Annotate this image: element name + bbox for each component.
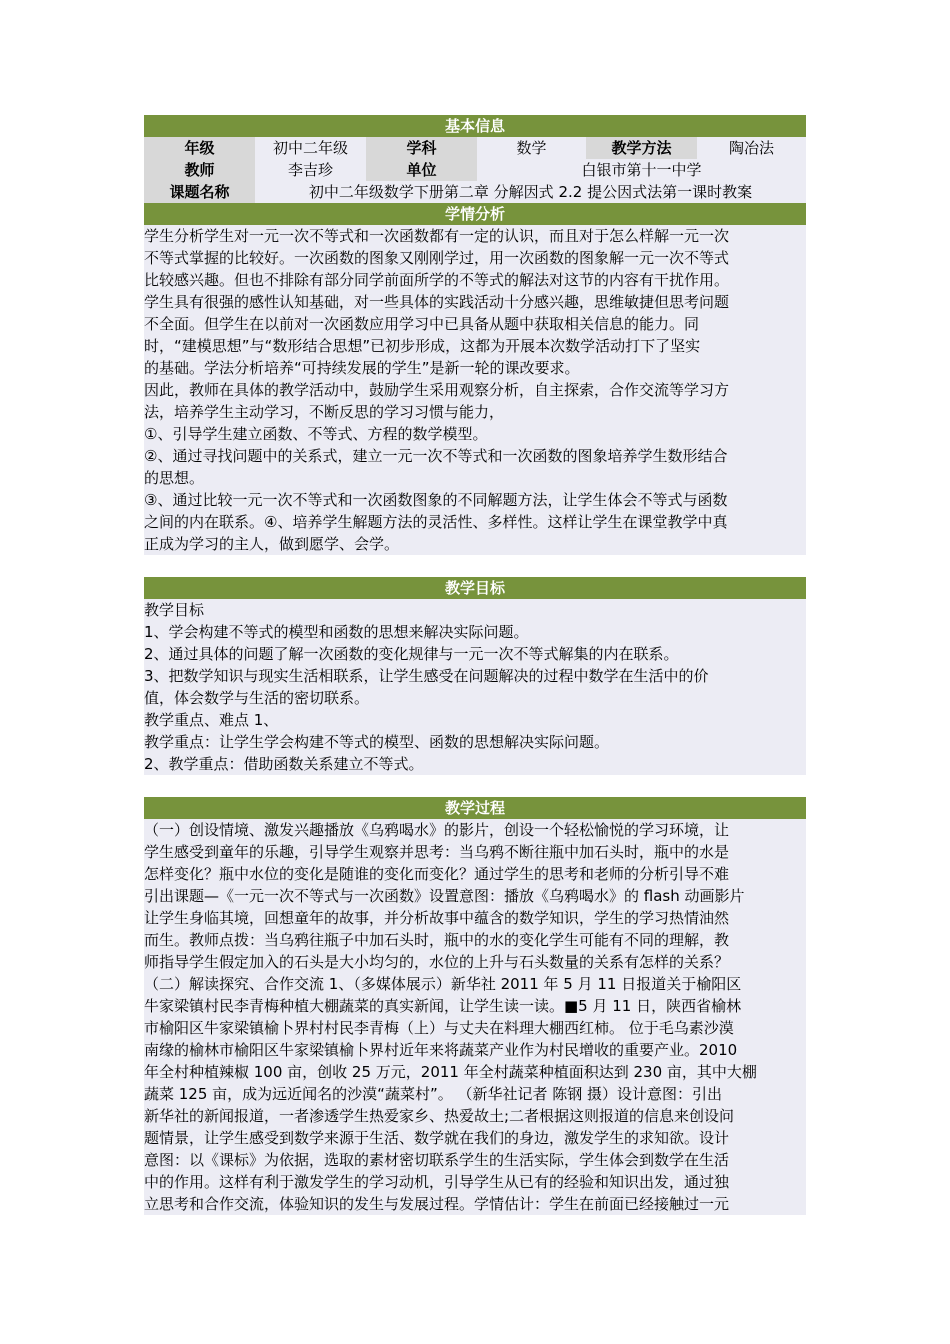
text-line: 3、把数学知识与现实生活相联系，让学生感受在问题解决的过程中数学在生活中的价 [144,667,709,685]
text-line: ②、通过寻找问题中的关系式，建立一元一次不等式和一次函数的图象培养学生数形结合 [144,447,728,465]
text-line: 不全面。但学生在以前对一次函数应用学习中已具备从题中获取相关信息的能力。同 [144,315,700,333]
text-line: 年全村种植辣椒 100 亩，创收 25 万元，2011 年全村蔬菜种植面积达到 230 亩，其中大棚 [144,1063,757,1081]
text-line: 的思想。 [144,469,205,487]
unit-label: 单位 [366,159,477,181]
text-line: 的基础。学法分析培养“可持续发展的学生”是新一轮的课改要求。 [144,359,580,377]
text-line: 师指导学生假定加入的石头是大小均匀的，水位的上升与石头数量的关系有怎样的关系？ [144,953,730,971]
objectives-header: 教学目标 [144,577,806,599]
text-line: 比较感兴趣。但也不排除有部分同学前面所学的不等式的解法对这节的内容有干扰作用。 [144,271,730,289]
text-line: 教学目标 [144,601,205,619]
text-line: 而生。教师点拨：当乌鸦往瓶子中加石头时，瓶中的水的变化学生可能有不同的理解，教 [144,931,730,949]
text-line: 学生感受到童年的乐趣，引导学生观察并思考：当乌鸦不断往瓶中加石头时，瓶中的水是 [144,843,730,861]
text-line: 题情景，让学生感受到数学来源于生活、数学就在我们的身边，激发学生的求知欲。设计 [144,1129,730,1147]
grade-value: 初中二年级 [255,137,366,159]
text-line: 因此，教师在具体的教学活动中，鼓励学生采用观察分析，自主探索，合作交流等学习方 [144,381,730,399]
grade-label: 年级 [144,137,255,159]
analysis-header: 学情分析 [144,203,806,225]
method-label: 教学方法 [586,137,697,159]
subject-value: 数学 [477,137,586,159]
process-body [144,819,806,1215]
teacher-value: 李吉珍 [255,159,366,181]
text-line: 牛家梁镇村民李青梅种植大棚蔬菜的真实新闻，让学生读一读。■5 月 11 日，陕西省榆林 [144,997,742,1015]
text-line: ①、引导学生建立函数、不等式、方程的数学模型。 [144,425,488,443]
text-line: 引出课题—《一元一次不等式与一次函数》设置意图：播放《乌鸦喝水》的 flash 动画影片 [144,887,745,905]
teacher-label: 教师 [144,159,255,181]
text-line: 学生具有很强的感性认知基础，对一些具体的实践活动十分感兴趣，思维敏捷但思考问题 [144,293,730,311]
text-line: （一）创设情境、激发兴趣播放《乌鸦喝水》的影片，创设一个轻松愉悦的学习环境，让 [144,821,730,839]
info-row-grade [144,137,806,159]
basic-info-header: 基本信息 [144,115,806,137]
section-gap [144,775,806,797]
text-line: 2、通过具体的问题了解一次函数的变化规律与一元一次不等式解集的内在联系。 [144,645,679,663]
text-line: 1、学会构建不等式的模型和函数的思想来解决实际问题。 [144,623,529,641]
analysis-body [144,225,806,555]
text-line: 不等式掌握的比较好。一次函数的图象又刚刚学过，用一次函数的图象解一元一次不等式 [144,249,730,267]
text-line: ③、通过比较一元一次不等式和一次函数图象的不同解题方法，让学生体会不等式与函数 [144,491,728,509]
text-line: 新华社的新闻报道，一者渗透学生热爱家乡、热爱故土;二者根据这则报道的信息来创设问 [144,1107,735,1125]
text-line: 时，“建模思想”与“数形结合思想”已初步形成，这都为开展本次数学活动打下了坚实 [144,337,701,355]
text-line: （二）解读探究、合作交流 1、（多媒体展示）新华社 2011 年 5 月 11 日报道关于榆阳区 [144,975,742,993]
text-line: 正成为学习的主人，做到愿学、会学。 [144,535,400,553]
text-line: 教学重点、难点 1、 [144,711,279,729]
subject-label: 学科 [366,137,477,159]
text-line: 市榆阳区牛家梁镇榆卜界村村民李青梅（上）与丈夫在料理大棚西红柿。 位于毛乌素沙漠 [144,1019,734,1037]
process-header: 教学过程 [144,797,806,819]
text-line: 法，培养学生主动学习，不断反思的学习习惯与能力， [144,403,505,421]
info-row-teacher [144,159,806,181]
text-line: 值，体会数学与生活的密切联系。 [144,689,370,707]
text-line: 之间的内在联系。④、培养学生解题方法的灵活性、多样性。这样让学生在课堂教学中真 [144,513,728,531]
text-line: 怎样变化？瓶中水位的变化是随谁的变化而变化？通过学生的思考和老师的分析引导不难 [144,865,730,883]
unit-value: 白银市第十一中学 [477,159,806,181]
method-value: 陶冶法 [697,137,806,159]
text-line: 2、教学重点：借助函数关系建立不等式。 [144,755,424,773]
text-line: 让学生身临其境，回想童年的故事，并分析故事中蕴含的数学知识，学生的学习热情油然 [144,909,730,927]
text-line: 南缘的榆林市榆阳区牛家梁镇榆卜界村近年来将蔬菜产业作为村民增收的重要产业。2010 [144,1041,738,1059]
section-gap [144,555,806,577]
info-row-course [144,181,806,203]
text-line: 教学重点：让学生学会构建不等式的模型、函数的思想解决实际问题。 [144,733,610,751]
course-value: 初中二年级数学下册第二章 分解因式 2.2 提公因式法第一课时教案 [255,181,806,203]
lesson-plan-document [144,115,806,1215]
objectives-body [144,599,806,775]
text-line: 立思考和合作交流，体验知识的发生与发展过程。学情估计：学生在前面已经接触过一元 [144,1195,730,1213]
course-label: 课题名称 [144,181,255,203]
text-line: 意图：以《课标》为依据，选取的素材密切联系学生的生活实际，学生体会到数学在生活 [144,1151,730,1169]
text-line: 学生分析学生对一元一次不等式和一次函数都有一定的认识，而且对于怎么样解一元一次 [144,227,730,245]
text-line: 蔬菜 125 亩，成为远近闻名的沙漠“蔬菜村”。 （新华社记者 陈钢 摄）设计意图：引出 [144,1085,723,1103]
text-line: 中的作用。这样有利于激发学生的学习动机，引导学生从已有的经验和知识出发，通过独 [144,1173,730,1191]
